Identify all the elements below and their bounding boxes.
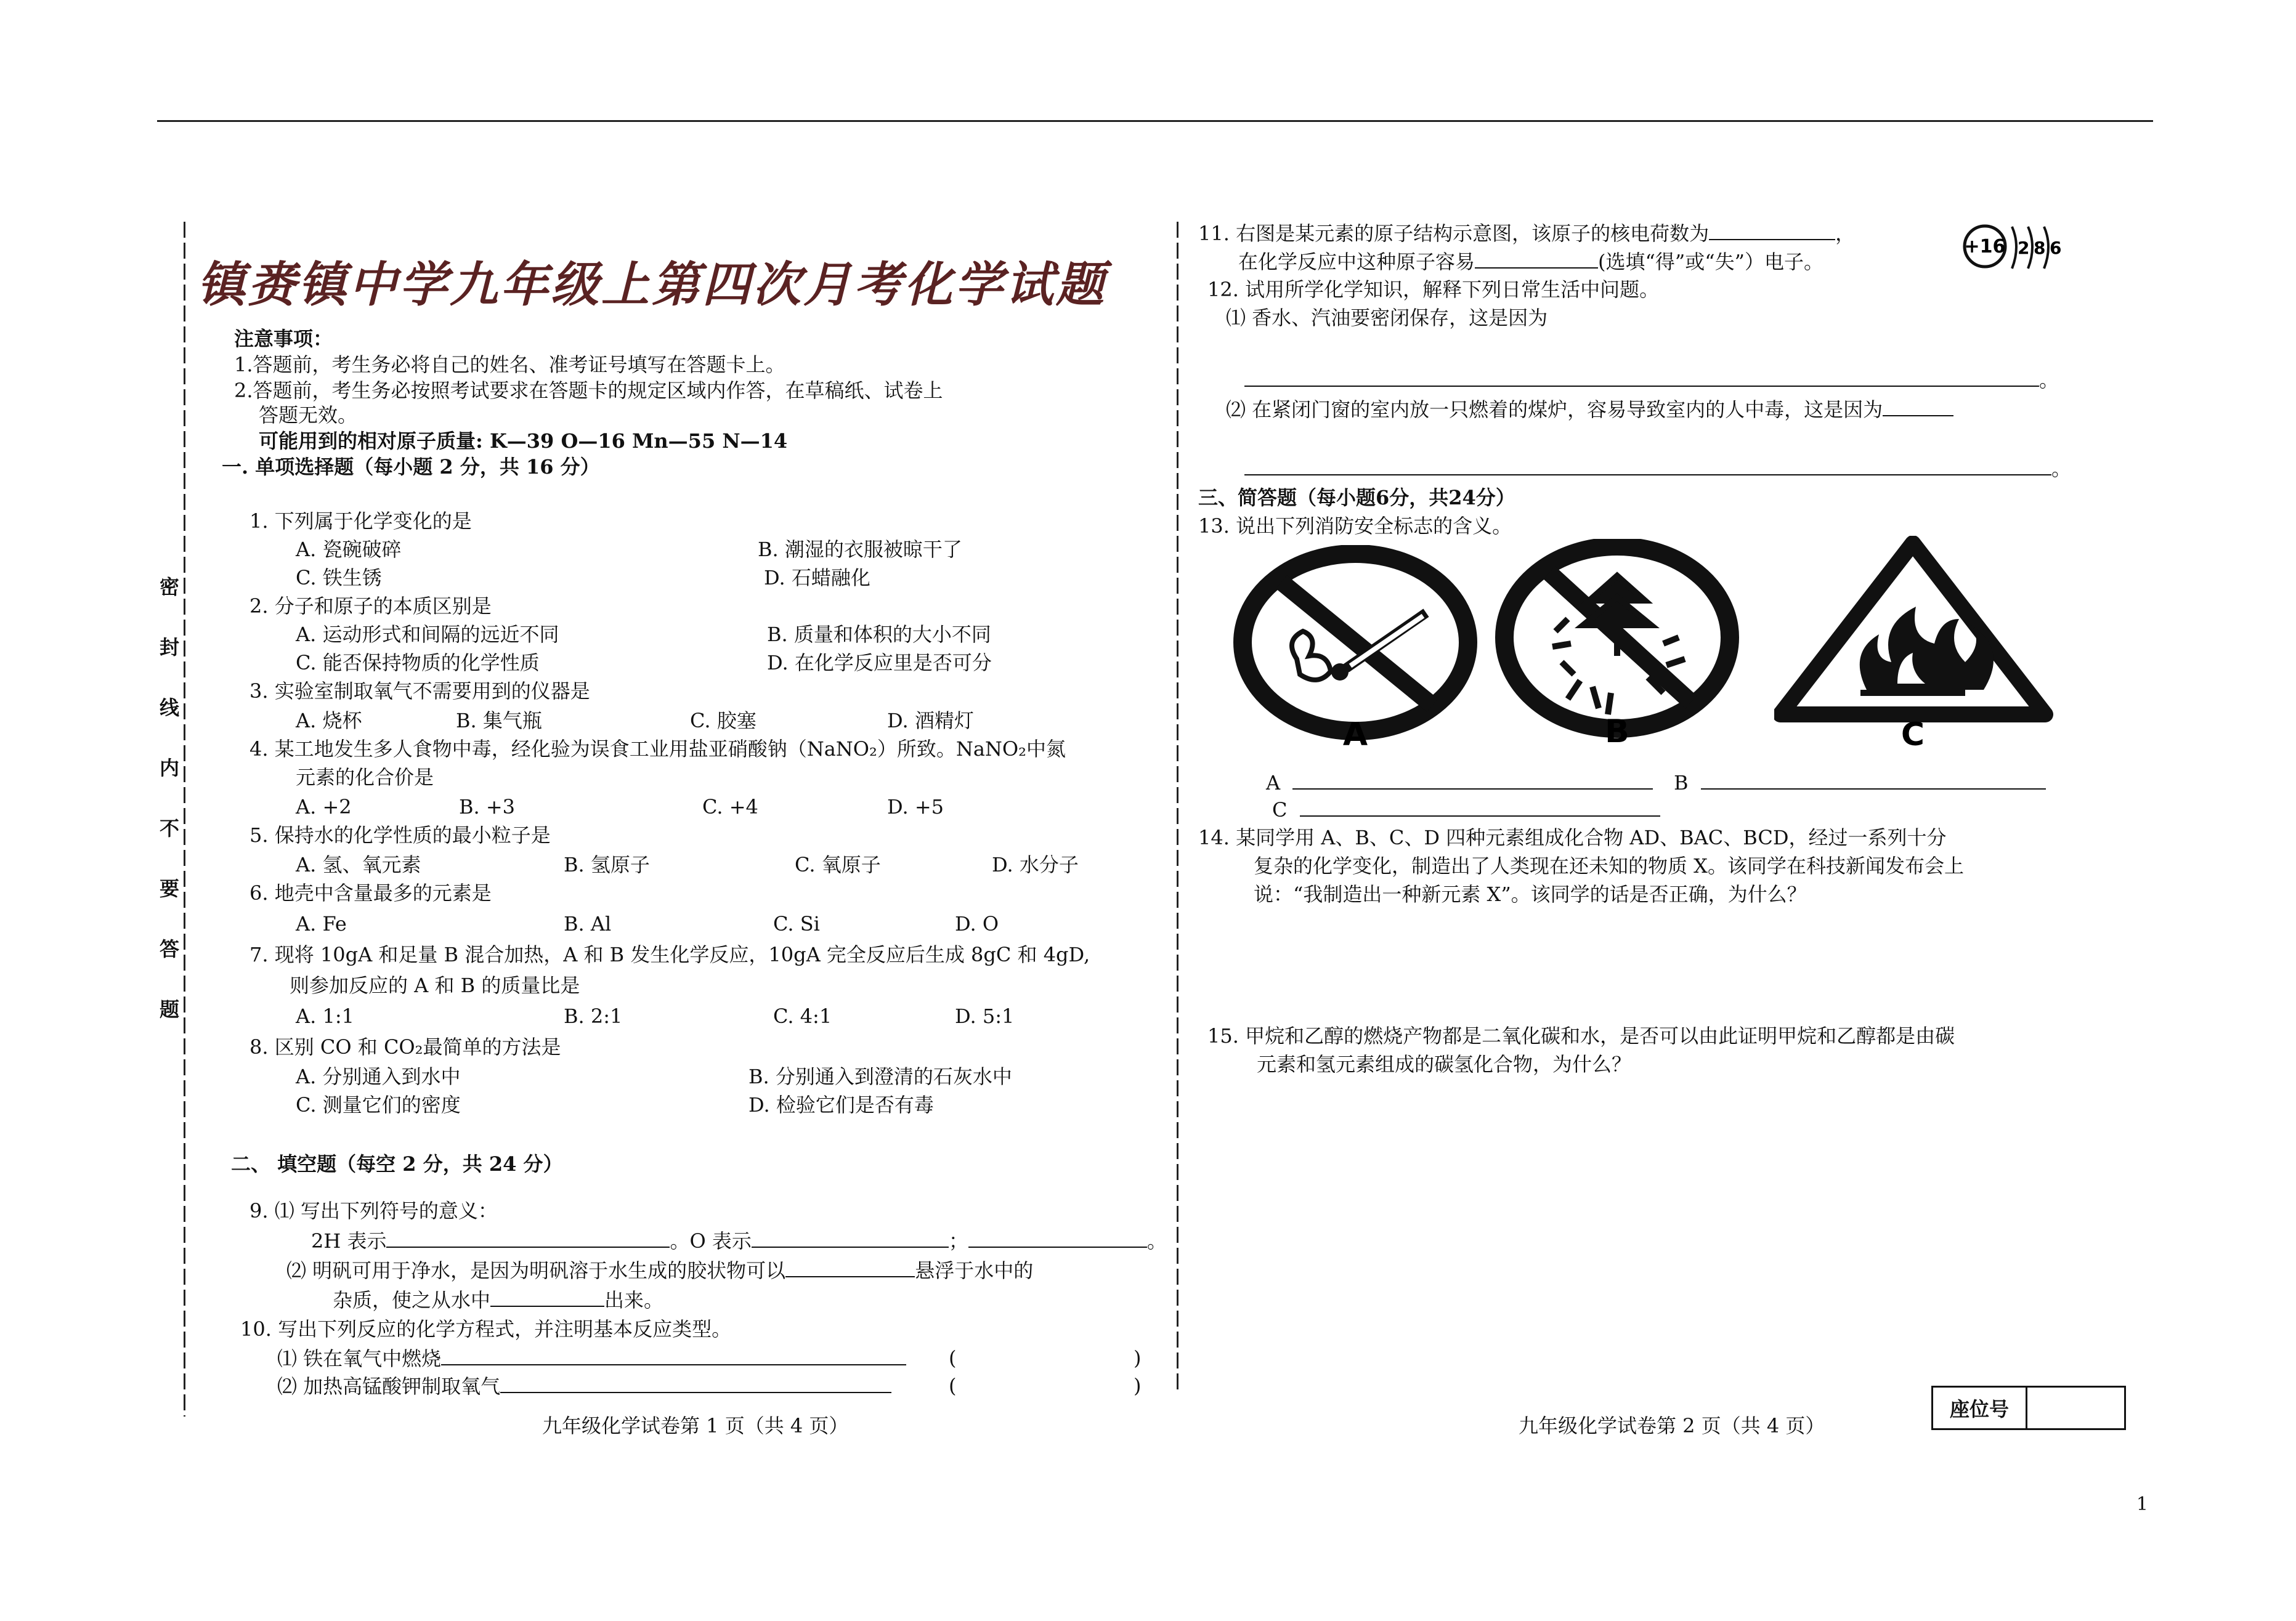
blank-alum-1[interactable] [785, 1258, 915, 1277]
paren-close: ) [1134, 1346, 1142, 1370]
shell-arc [2012, 227, 2016, 269]
column-divider [1177, 222, 1178, 1392]
q9-part2-cont [333, 1287, 663, 1312]
q5-option-c: C. 氧原子 [795, 853, 881, 876]
q11-text2: 在化学反应中这种原子容易 [1238, 250, 1475, 273]
q7-option-c: C. 4:1 [773, 1005, 832, 1028]
blank-2h[interactable] [386, 1228, 670, 1248]
blank-iron-eq[interactable] [441, 1346, 906, 1365]
q9-part1: 9. ⑴ 写出下列符号的意义： [249, 1199, 498, 1223]
q2-stem: 2. 分子和原子的本质区别是 [249, 594, 492, 618]
q9-part2 [286, 1258, 1033, 1283]
atomic-masses: 可能用到的相对原子质量: K—39 O—16 Mn—55 N—14 [259, 429, 788, 453]
seal-char: 答 [159, 937, 179, 961]
blank-nuclear-charge[interactable] [1709, 220, 1835, 240]
sign-label: B [1605, 713, 1629, 748]
q13-answer-a [1266, 770, 1653, 795]
separator: ； [948, 1229, 968, 1253]
sign-flammable [1774, 536, 2058, 748]
atom-structure-diagram [1959, 220, 2064, 279]
exam-title: 镇赉镇中学九年级上第四次月考化学试题 [197, 257, 1107, 313]
q5-stem: 5. 保持水的化学性质的最小粒子是 [249, 823, 551, 847]
q11-line2 [1238, 249, 1823, 274]
blank-coal-2[interactable] [1244, 456, 2051, 475]
q13-answer-c [1272, 797, 1660, 822]
blank-alum-2[interactable] [490, 1287, 604, 1307]
period: 。 [1146, 1229, 1167, 1253]
notes-heading: 注意事项： [234, 327, 333, 350]
q15-line2: 元素和氢元素组成的碳氢化合物，为什么？ [1257, 1053, 1632, 1076]
q5-option-b: B. 氢原子 [564, 853, 650, 876]
page-number: 1 [2136, 1494, 2148, 1515]
q9-alum-text: ⑵ 明矾可用于净水，是因为明矾溶于水生成的胶状物可以 [286, 1259, 786, 1282]
q3-stem: 3. 实验室制取氧气不需要用到的仪器是 [249, 679, 590, 703]
section2-heading: 二、 填空题（每空 2 分，共 24 分） [231, 1152, 563, 1176]
note-line: 答题无效。 [259, 403, 358, 427]
blank-o-2[interactable] [968, 1228, 1147, 1248]
blank-sign-c[interactable] [1300, 797, 1660, 817]
q7-stem: 7. 现将 10gA 和足量 B 混合加热，A 和 B 发生化学反应，10gA 完全反应后生成 8gC 和 4gD, [249, 943, 1090, 966]
q12-line2 [1244, 456, 2071, 481]
top-rule [157, 120, 2153, 122]
note-line: 1.答题前，考生务必将自己的姓名、准考证号填写在答题卡上。 [234, 353, 785, 376]
shell-electrons: 8 [2034, 238, 2046, 258]
q11-text3: (选填“得”或“失”）电子。 [1598, 250, 1823, 273]
q6-stem: 6. 地壳中含量最多的元素是 [249, 881, 492, 905]
q11-text: 11. 右图是某元素的原子结构示意图，该原子的核电荷数为 [1198, 222, 1710, 245]
section1-heading: 一. 单项选择题（每小题 2 分，共 16 分） [222, 455, 600, 479]
q9-line1 [311, 1228, 1167, 1253]
q14-line1: 14. 某同学用 A、B、C、D 四种元素组成化合物 AD、BAC、BCD，经过一系列十分 [1198, 826, 1947, 849]
q3-option-c: C. 胶塞 [690, 709, 757, 732]
q1-stem: 1. 下列属于化学变化的是 [249, 509, 472, 533]
seal-char: 线 [159, 696, 179, 719]
paren-open: ( [949, 1374, 957, 1397]
q10-part2 [277, 1373, 891, 1399]
q10-stem: 10. 写出下列反应的化学方程式，并注明基本反应类型。 [240, 1317, 732, 1341]
q6-option-a: A. Fe [296, 912, 347, 936]
blank-coal-1[interactable] [1883, 397, 1953, 416]
answer-label-b: B [1674, 771, 1689, 794]
sign-label: C [1900, 716, 1925, 748]
shell-electrons: 6 [2050, 238, 2062, 258]
prohibition-slash [1281, 582, 1432, 705]
q13-answer-b [1674, 770, 2046, 795]
q8-stem: 8. 区别 CO 和 CO₂最简单的方法是 [249, 1035, 561, 1059]
q10-kmno4-text: ⑵ 加热高锰酸钾制取氧气 [277, 1375, 501, 1398]
q4-option-a: A. +2 [296, 795, 352, 819]
q14-line3: 说：“我制造出一种新元素 X”。该同学的话是否正确，为什么？ [1254, 883, 1807, 906]
comma: ， [1835, 222, 1856, 245]
paren-close: ) [1134, 1374, 1142, 1397]
q7-option-d: D. 5:1 [955, 1005, 1015, 1028]
q11-line1 [1198, 220, 1855, 246]
q3-option-a: A. 烧杯 [296, 709, 362, 732]
q14-line2: 复杂的化学变化，制造出了人类现在还未知的物质 X。该同学在科技新闻发布会上 [1254, 854, 1964, 878]
q8-option-c: C. 测量它们的密度 [296, 1093, 461, 1117]
seal-char: 封 [159, 636, 179, 659]
seal-char: 内 [159, 756, 179, 780]
q10-iron-text: ⑴ 铁在氧气中燃烧 [277, 1347, 442, 1370]
q2-option-c: C. 能否保持物质的化学性质 [296, 651, 540, 674]
shell-electrons: 2 [2018, 238, 2030, 258]
q8-option-a: A. 分别通入到水中 [296, 1065, 461, 1088]
blank-sign-b[interactable] [1701, 770, 2046, 790]
blank-sign-a[interactable] [1292, 770, 1653, 790]
q4-option-c: C. +4 [702, 795, 758, 819]
q12-part1: ⑴ 香水、汽油要密闭保存，这是因为 [1226, 306, 1548, 329]
seal-text [157, 573, 182, 1024]
q6-option-b: B. Al [564, 912, 612, 936]
q12-part2 [1226, 397, 1953, 422]
q4-stem-cont: 元素的化合价是 [296, 766, 434, 789]
seal-char: 题 [159, 998, 179, 1021]
nucleus-charge: +16 [1964, 236, 2006, 257]
q9-o-label: 。O 表示 [670, 1229, 752, 1253]
blank-o-1[interactable] [752, 1228, 949, 1248]
q3-option-d: D. 酒精灯 [887, 709, 974, 732]
q2-option-a: A. 运动形式和间隔的远近不同 [296, 623, 559, 646]
footer-page-1: 九年级化学试卷第 1 页（共 4 页） [542, 1414, 849, 1437]
note-line: 2.答题前，考生务必按照考试要求在答题卡的规定区域内作答，在草稿纸、试卷上 [234, 379, 943, 402]
q12-line1 [1244, 367, 2059, 392]
seal-char: 不 [159, 817, 179, 840]
q2-option-d: D. 在化学反应里是否可分 [767, 651, 992, 674]
q9-alum-text3: 杂质，使之从水中 [333, 1288, 491, 1312]
q6-option-d: D. O [955, 912, 999, 936]
seal-char: 密 [159, 575, 179, 599]
q6-option-c: C. Si [773, 912, 820, 936]
period: 。 [2039, 368, 2059, 392]
paren-open: ( [949, 1346, 957, 1370]
sign-label: A [1342, 716, 1368, 748]
q1-option-b: B. 潮湿的衣服被晾干了 [758, 538, 962, 561]
q1-option-c: C. 铁生锈 [296, 566, 382, 589]
sign-no-smoking [1229, 545, 1488, 748]
q5-option-d: D. 水分子 [992, 853, 1079, 876]
q12-coal-text: ⑵ 在紧闭门窗的室内放一只燃着的煤炉，容易导致室内的人中毒，这是因为 [1226, 398, 1883, 421]
left-column [179, 209, 1170, 1417]
q15-line1: 15. 甲烷和乙醇的燃烧产物都是二氧化碳和水，是否可以由此证明甲烷和乙醇都是由碳 [1207, 1024, 1955, 1048]
q3-option-b: B. 集气瓶 [456, 709, 542, 732]
q4-option-d: D. +5 [887, 795, 944, 819]
q8-option-d: D. 检验它们是否有毒 [748, 1093, 934, 1117]
blank-kmno4-eq[interactable] [500, 1373, 891, 1393]
q9-alum-text4: 出来。 [604, 1288, 664, 1312]
q10-part1 [277, 1346, 906, 1371]
q2-option-b: B. 质量和体积的大小不同 [767, 623, 991, 646]
footer-page-2: 九年级化学试卷第 2 页（共 4 页） [1519, 1414, 1825, 1437]
sign-no-fireworks [1494, 539, 1753, 748]
q12-stem: 12. 试用所学化学知识，解释下列日常生活中问题。 [1207, 278, 1660, 301]
answer-label-a: A [1266, 771, 1281, 794]
seat-number-label: 座位号 [1933, 1388, 2027, 1428]
q8-option-b: B. 分别通入到澄清的石灰水中 [748, 1065, 1012, 1088]
q4-option-b: B. +3 [459, 795, 516, 819]
blank-gain-lose[interactable] [1475, 249, 1598, 269]
q13-stem: 13. 说出下列消防安全标志的含义。 [1198, 514, 1512, 538]
right-column [1198, 209, 2141, 1417]
q1-option-a: A. 瓷碗破碎 [296, 538, 402, 561]
seat-number-box [1931, 1386, 2126, 1430]
q7-option-a: A. 1:1 [296, 1005, 354, 1028]
q9-alum-text2: 悬浮于水中的 [915, 1259, 1034, 1282]
q7-stem-cont: 则参加反应的 A 和 B 的质量比是 [290, 974, 580, 997]
q5-option-a: A. 氢、氧元素 [296, 853, 421, 876]
section3-heading: 三、简答题（每小题6分，共24分） [1198, 486, 1515, 509]
seal-char: 要 [159, 877, 179, 900]
q9-2h-label: 2H 表示 [311, 1229, 387, 1253]
answer-label-c: C [1272, 798, 1288, 822]
blank-perfume[interactable] [1244, 367, 2039, 387]
period: 。 [2051, 457, 2072, 480]
q1-option-d: D. 石蜡融化 [764, 566, 870, 589]
q4-stem: 4. 某工地发生多人食物中毒，经化验为误食工业用盐亚硝酸钠（NaNO₂）所致。NaNO₂中氮 [249, 737, 1066, 761]
q7-option-b: B. 2:1 [564, 1005, 623, 1028]
